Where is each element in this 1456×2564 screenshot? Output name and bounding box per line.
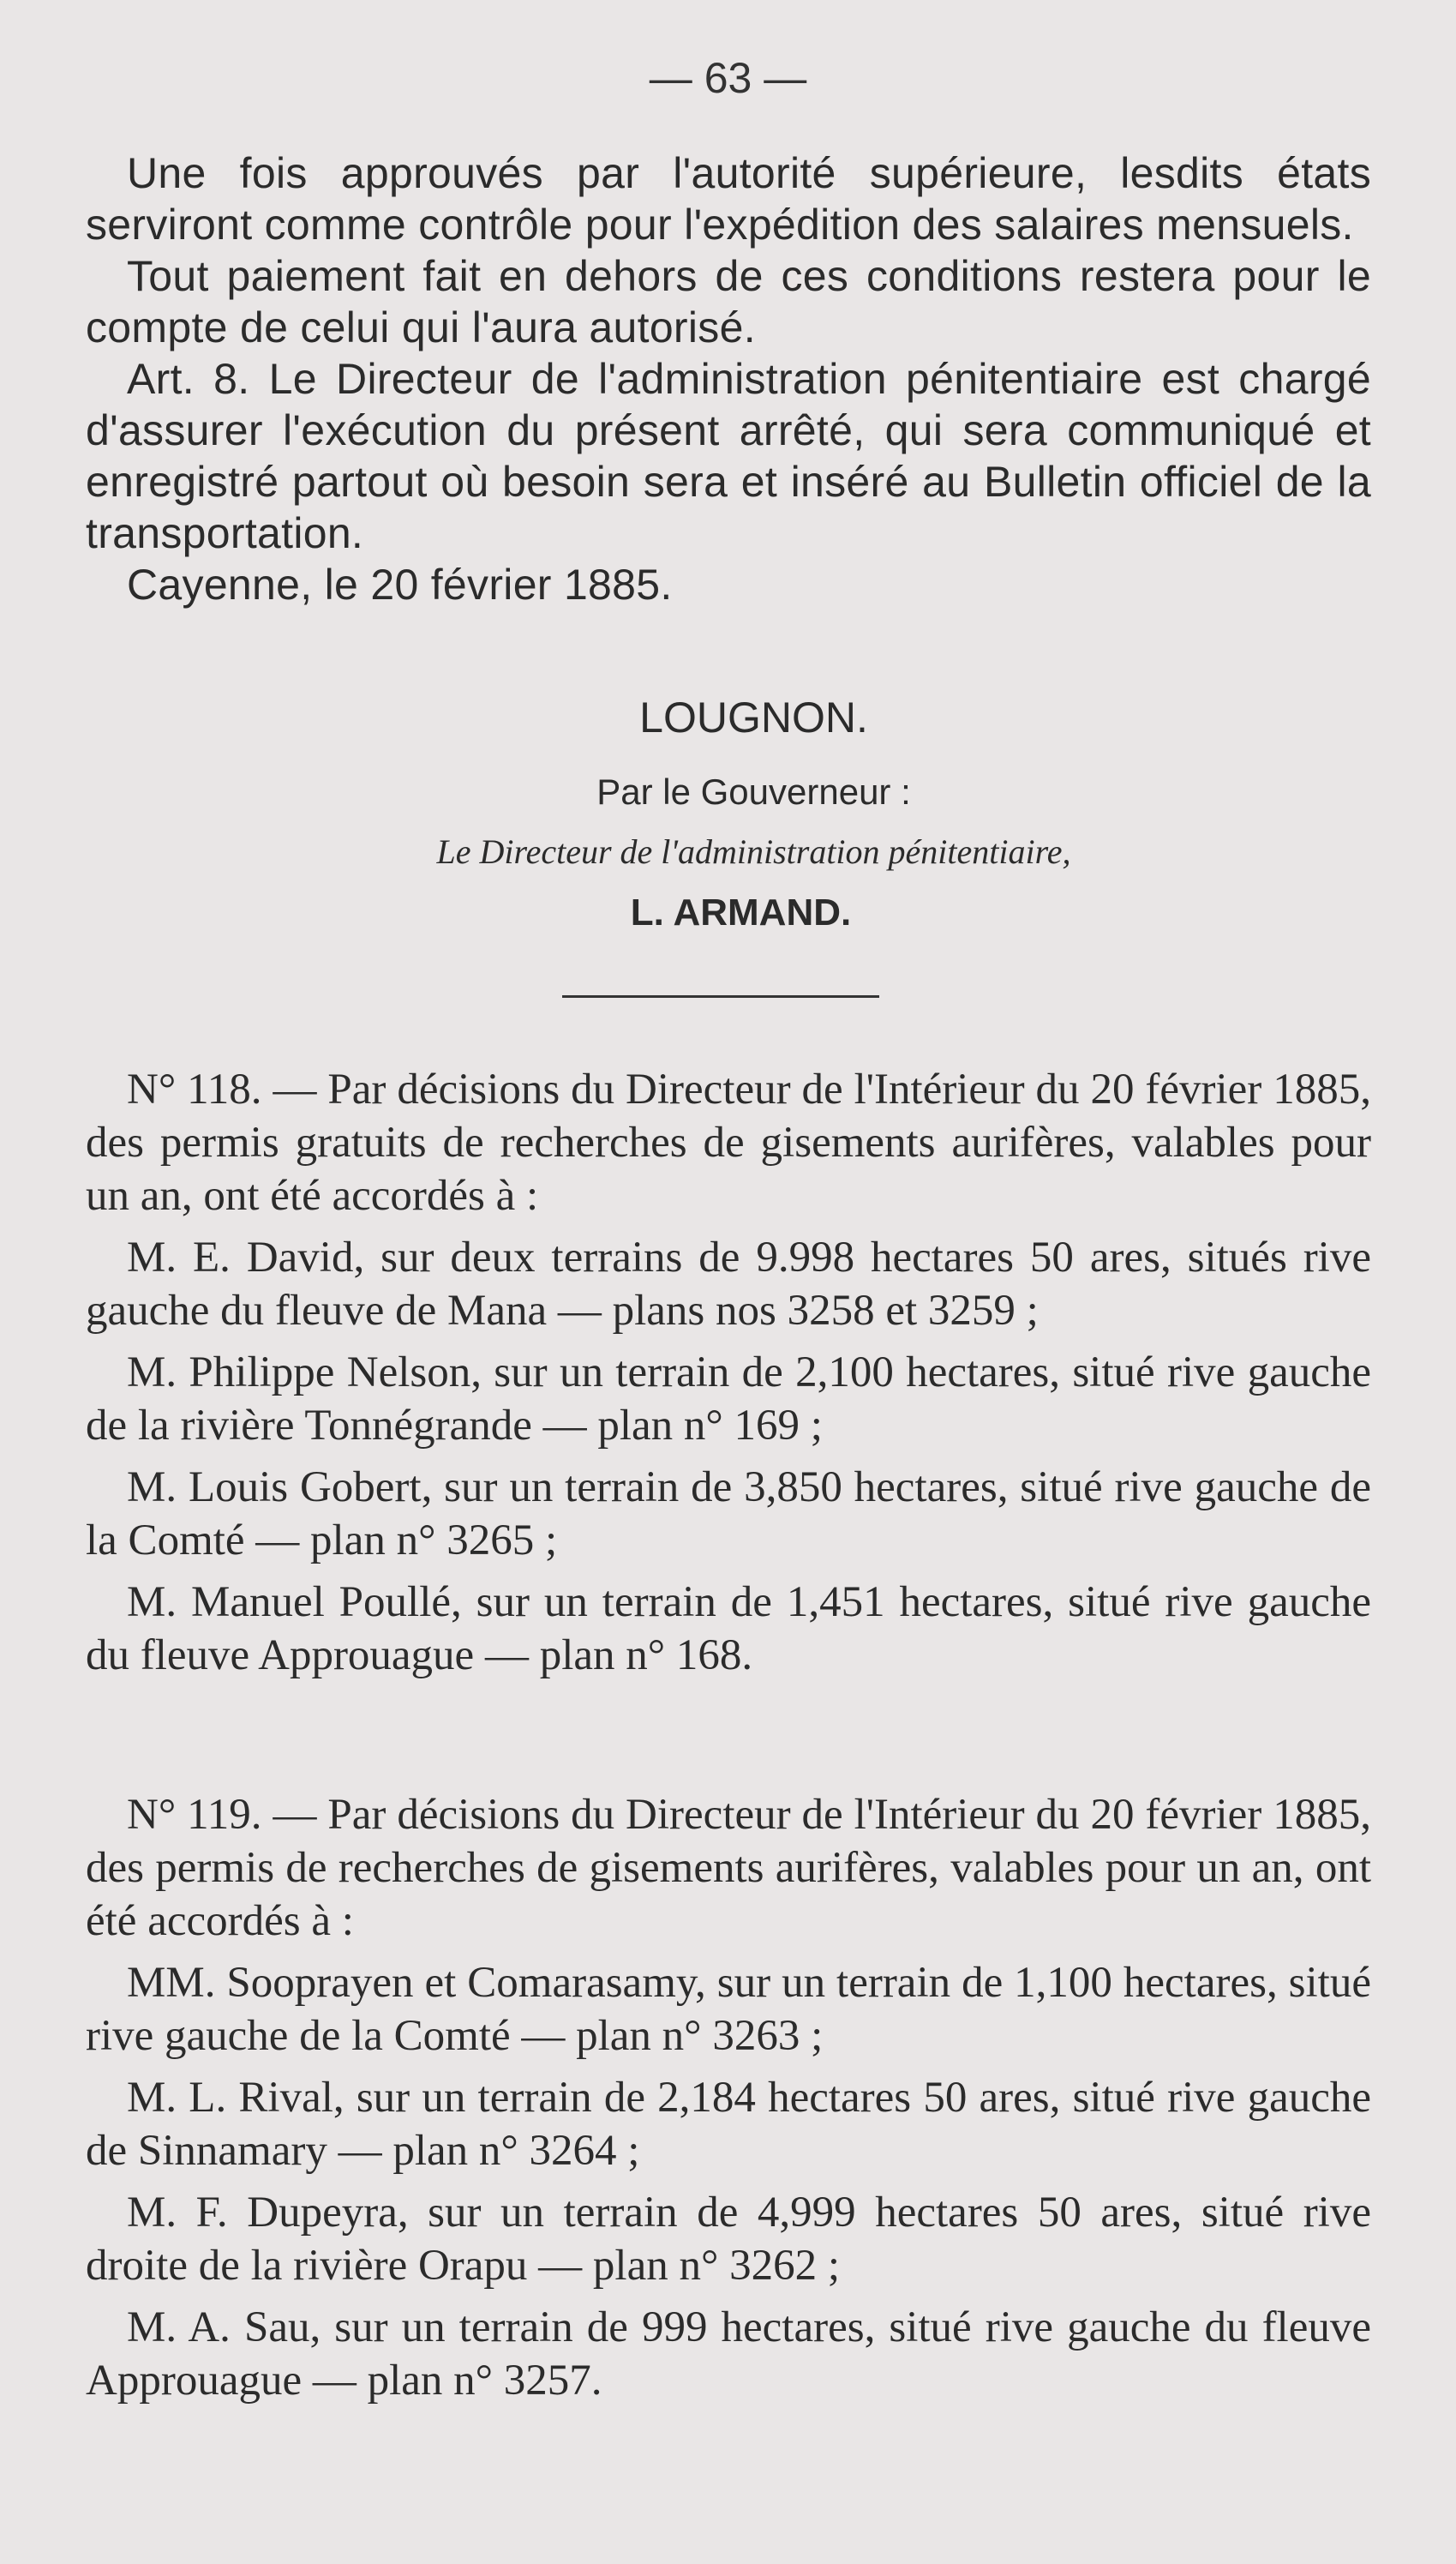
decision-119-intro: N° 119. — Par décisions du Directeur de l'Intérieur du 20 février 1885, des permis de recherches de gisements aurifères, valables pour un an, ont été accordés à : [86, 1791, 1371, 1945]
permit-item: M. Philippe Nelson, sur un terrain de 2,100 hectares, situé rive gauche de la rivière Tonnégrande — plan n° 169 ; [86, 1348, 1371, 1450]
permit-item: M. Louis Gobert, sur un terrain de 3,850 hectares, situé rive gauche de la Comté — plan n° 3265 ; [86, 1463, 1371, 1564]
permit-item: M. Manuel Poullé, sur un terrain de 1,451 hectares, situé rive gauche du fleuve Approuague — plan n° 168. [86, 1578, 1371, 1679]
permit-item: M. E. David, sur deux terrains de 9.998 hectares 50 ares, situés rive gauche du fleuve de Mana — plans nos 3258 et 3259 ; [86, 1234, 1371, 1335]
director-name: L. ARMAND. [630, 892, 852, 934]
decision-118 [86, 1063, 1371, 1682]
decision-118-intro: N° 118. — Par décisions du Directeur de l'Intérieur du 20 février 1885, des permis gratuits de recherches de gisements aurifères, valables pour un an, ont été accordés à : [86, 1066, 1371, 1220]
permit-item: M. A. Sau, sur un terrain de 999 hectares, situé rive gauche du fleuve Approuague — plan n° 3257. [86, 2303, 1371, 2405]
place-date: Cayenne, le 20 février 1885. [127, 561, 673, 609]
permit-item: MM. Sooprayen et Comarasamy, sur un terrain de 1,100 hectares, situé rive gauche de la Comté — plan n° 3263 ; [86, 1959, 1371, 2060]
paragraph-payment: Tout paiement fait en dehors de ces conditions restera pour le compte de celui qui l'aura autorisé. [86, 252, 1371, 351]
section-divider [562, 995, 879, 998]
par-le-gouverneur: Par le Gouverneur : [596, 772, 911, 812]
decision-119 [86, 1788, 1371, 2407]
paragraph-approval: Une fois approuvés par l'autorité supérieure, lesdits états serviront comme contrôle pour l'expédition des salaires mensuels. [86, 149, 1371, 249]
paragraph-article-8: Art. 8. Le Directeur de l'administration pénitentiaire est chargé d'assurer l'exécution du présent arrêté, qui sera communiqué et enregistré partout où besoin sera et inséré au Bulletin officiel de la transportation. [86, 355, 1371, 557]
arrete-conclusion [86, 147, 1371, 610]
director-title: Le Directeur de l'administration pénitentiaire, [436, 832, 1071, 871]
permit-item: M. F. Dupeyra, sur un terrain de 4,999 hectares 50 ares, situé rive droite de la rivière Orapu — plan n° 3262 ; [86, 2189, 1371, 2290]
page-number: — 63 — [649, 54, 807, 102]
governor-signature: LOUGNON. [639, 694, 868, 742]
permit-item: M. L. Rival, sur un terrain de 2,184 hectares 50 ares, situé rive gauche de Sinnamary — plan n° 3264 ; [86, 2074, 1371, 2175]
